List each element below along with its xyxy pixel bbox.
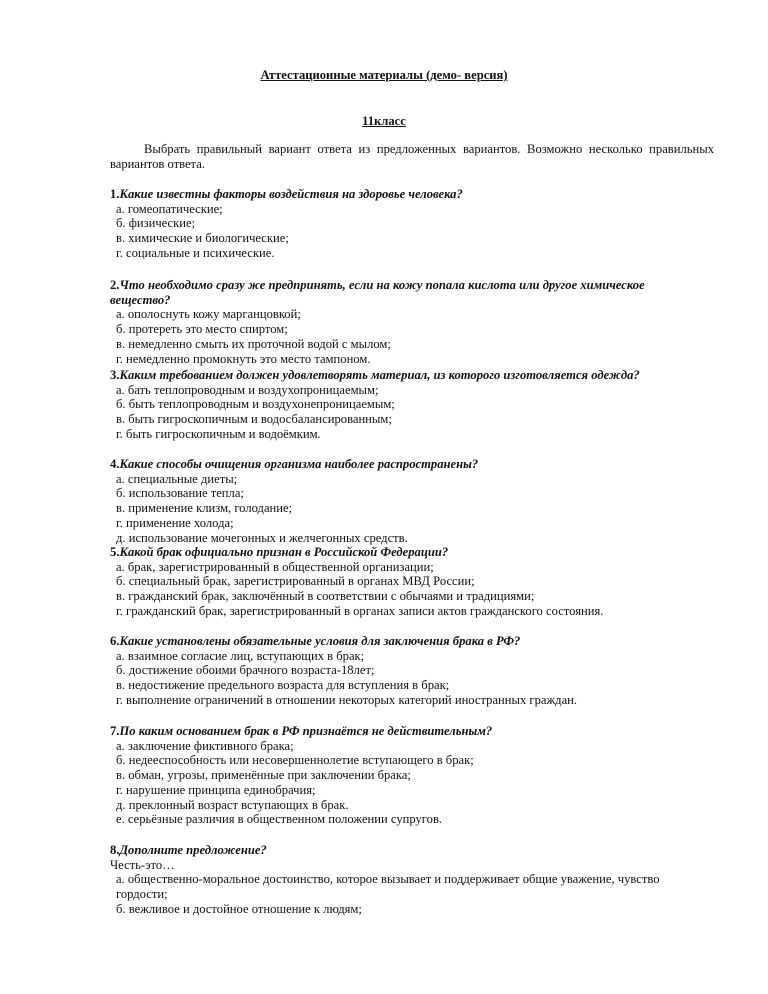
question-text: Что необходимо сразу же предпринять, если на кожу попала кислота или другое химическое вещество? bbox=[110, 278, 645, 307]
answer-option: б. достижение обоими брачного возраста-18лет; bbox=[116, 663, 375, 678]
answer-option: а. заключение фиктивного брака; bbox=[116, 738, 294, 753]
question-2 bbox=[110, 278, 730, 366]
answer-option: а. общественно-моральное достоинство, которое вызывает и поддерживает общие уважение, чувство гордости; bbox=[116, 872, 660, 902]
answer-option: г. нарушение принципа единобрачия; bbox=[116, 782, 316, 797]
question-number: 4. bbox=[110, 457, 120, 471]
question-heading bbox=[110, 278, 670, 307]
question-heading bbox=[110, 457, 730, 472]
answer-option: б. специальный брак, зарегистрированный в органах МВД России; bbox=[116, 574, 475, 589]
question-heading bbox=[110, 843, 730, 858]
answer-option: а. бать теплопроводным и воздухопроницаемым; bbox=[116, 382, 379, 397]
answer-option: а. специальные диеты; bbox=[116, 471, 238, 486]
question-heading bbox=[110, 368, 730, 383]
answer-option: б. вежливое и достойное отношение к людям; bbox=[116, 901, 362, 916]
answer-option: б. недееспособность или несовершеннолетие вступающего в брак; bbox=[116, 753, 474, 768]
answer-option: а. гомеопатические; bbox=[116, 201, 223, 216]
question-text: Какие способы очищения организма наиболее распространены? bbox=[119, 457, 479, 471]
question-text: Какие установлены обязательные условия для заключения брака в РФ? bbox=[119, 634, 521, 648]
question-number: 7. bbox=[110, 724, 120, 738]
answer-option: в. применение клизм, голодание; bbox=[116, 501, 293, 516]
answer-option: г. быть гигроскопичным и водоёмким. bbox=[116, 426, 321, 441]
answer-option: е. серьёзные различия в общественном положении супругов. bbox=[116, 812, 443, 827]
question-1 bbox=[110, 187, 730, 261]
answer-option: а. брак, зарегистрированный в общественной организации; bbox=[116, 559, 434, 574]
question-heading bbox=[110, 545, 730, 560]
answer-option: в. гражданский брак, заключённый в соответствии с обычаями и традициями; bbox=[116, 589, 535, 604]
answer-option: а. ополоснуть кожу марганцовкой; bbox=[116, 307, 301, 322]
question-text: По каким основанием брак в РФ признаётся не действительным? bbox=[119, 724, 493, 738]
answer-option: в. обман, угрозы, применённые при заключении брака; bbox=[116, 768, 411, 783]
answer-option: г. применение холода; bbox=[116, 515, 234, 530]
answer-option: б. протереть это место спиртом; bbox=[116, 322, 288, 337]
question-number: 1. bbox=[110, 187, 120, 201]
question-text: Какой брак официально признан в Российской Федерации? bbox=[119, 545, 449, 559]
answer-option: г. немедленно промокнуть это место тампоном. bbox=[116, 351, 371, 366]
question-4 bbox=[110, 457, 730, 545]
question-7 bbox=[110, 724, 730, 827]
document-title: Аттестационные материалы (демо- версия) bbox=[260, 68, 508, 82]
question-3 bbox=[110, 368, 730, 442]
question-8 bbox=[110, 843, 730, 917]
question-text: Дополните предложение? bbox=[119, 843, 267, 857]
question-heading bbox=[110, 187, 730, 202]
question-number: 6. bbox=[110, 634, 120, 648]
sentence-lead: Честь-это… bbox=[110, 857, 175, 872]
answer-option: д. использование мочегонных и желчегонных средств. bbox=[116, 530, 408, 545]
question-6 bbox=[110, 634, 730, 708]
question-heading bbox=[110, 634, 730, 649]
answer-option: в. недостижение предельного возраста для вступления в брак; bbox=[116, 678, 450, 693]
question-number: 8. bbox=[110, 843, 120, 857]
answer-option: б. быть теплопроводным и воздухонепроницаемым; bbox=[116, 397, 395, 412]
answer-option: б. физические; bbox=[116, 216, 196, 231]
question-number: 5. bbox=[110, 545, 120, 559]
answer-option: в. химические и биологические; bbox=[116, 231, 289, 246]
answer-option: г. выполнение ограничений в отношении некоторых категорий иностранных граждан. bbox=[116, 692, 578, 707]
question-text: Каким требованием должен удовлетворять материал, из которого изготовляется одежда? bbox=[119, 368, 640, 382]
answer-option: д. преклонный возраст вступающих в брак. bbox=[116, 797, 349, 812]
question-text: Какие известны факторы воздействия на здоровье человека? bbox=[119, 187, 463, 201]
question-number: 2. bbox=[110, 278, 120, 292]
question-number: 3. bbox=[110, 368, 120, 382]
answer-option: г. социальные и психические. bbox=[116, 245, 275, 260]
question-heading bbox=[110, 724, 730, 739]
question-5 bbox=[110, 545, 730, 619]
grade-heading: 11класс bbox=[362, 114, 406, 128]
instructions-paragraph: Выбрать правильный вариант ответа из предложенных вариантов. Возможно несколько правильных вариантов ответа. bbox=[110, 142, 714, 171]
answer-option: в. немедленно смыть их проточной водой с мылом; bbox=[116, 336, 391, 351]
answer-option: а. взаимное согласие лиц, вступающих в брак; bbox=[116, 648, 365, 663]
answer-option: г. гражданский брак, зарегистрированный в органах записи актов гражданского состояния. bbox=[116, 603, 604, 618]
answer-option: б. использование тепла; bbox=[116, 486, 244, 501]
answer-option: в. быть гигроскопичным и водосбалансированным; bbox=[116, 412, 392, 427]
